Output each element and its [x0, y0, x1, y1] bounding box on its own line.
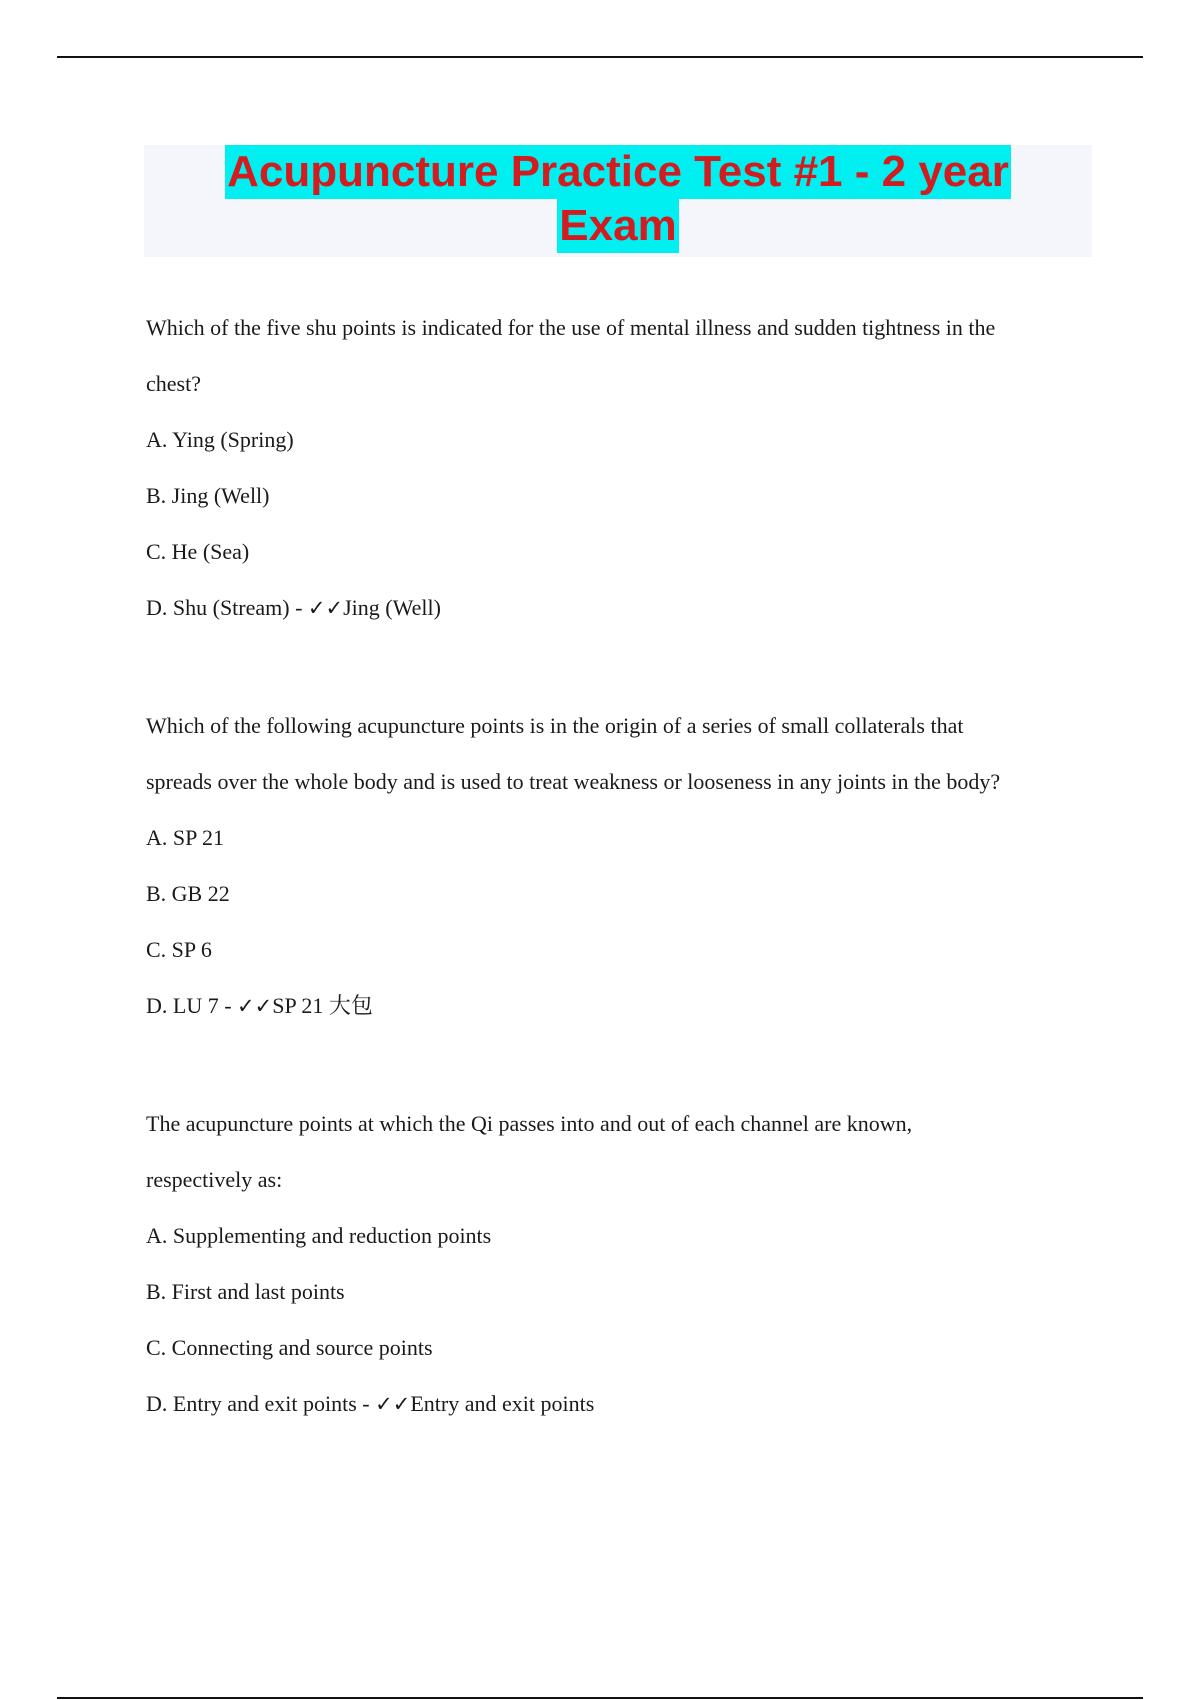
- title-banner: [144, 145, 1092, 257]
- answer-option-b: B. GB 22: [146, 881, 230, 906]
- correct-answer: Entry and exit points: [410, 1391, 595, 1416]
- option-d-text: D. Shu (Stream) -: [146, 595, 308, 620]
- option-d-text: D. LU 7 -: [146, 993, 238, 1018]
- answer-option-d: [146, 580, 1106, 636]
- answer-option-c: C. He (Sea): [146, 539, 250, 564]
- check-mark-icon: ✓✓: [375, 1392, 411, 1416]
- answer-option-b: B. First and last points: [146, 1279, 345, 1304]
- check-mark-icon: ✓✓: [237, 994, 273, 1018]
- answer-option-a: A. Supplementing and reduction points: [146, 1223, 492, 1248]
- page-title-continued: Exam: [557, 199, 678, 253]
- answer-option-a: A. Ying (Spring): [146, 427, 294, 452]
- question-text-line: Which of the five shu points is indicated for the use of mental illness and sudden tightness in the: [146, 315, 996, 340]
- question-text-line: The acupuncture points at which the Qi passes into and out of each channel are known,: [146, 1111, 913, 1136]
- page-title: Acupuncture Practice Test #1 - 2 year: [225, 145, 1011, 199]
- question-text-line: respectively as:: [146, 1167, 283, 1192]
- footer-rule: [57, 1697, 1143, 1699]
- question-text-line: Which of the following acupuncture points is in the origin of a series of small collaterals that: [146, 713, 964, 738]
- question-list: [146, 300, 1106, 1432]
- question-text-line: spreads over the whole body and is used to treat weakness or looseness in any joints in the body?: [146, 769, 1001, 794]
- check-mark-icon: ✓✓: [307, 596, 344, 620]
- title-line-1: [144, 145, 1092, 199]
- correct-answer: Jing (Well): [343, 595, 441, 620]
- question-3: [146, 1096, 1106, 1432]
- question-spacer: [146, 636, 1106, 698]
- answer-option-a: A. SP 21: [146, 825, 225, 850]
- answer-option-c: C. SP 6: [146, 937, 212, 962]
- header-rule: [57, 56, 1143, 58]
- title-line-2: [144, 199, 1092, 253]
- question-2: [146, 698, 1106, 1034]
- option-d-text: D. Entry and exit points -: [146, 1391, 376, 1416]
- answer-option-c: C. Connecting and source points: [146, 1335, 433, 1360]
- correct-answer: SP 21 大包: [272, 993, 373, 1018]
- question-1: [146, 300, 1106, 636]
- answer-option-d: [146, 978, 1106, 1034]
- question-text-line: chest?: [146, 371, 201, 396]
- question-spacer: [146, 1034, 1106, 1096]
- answer-option-b: B. Jing (Well): [146, 483, 270, 508]
- answer-option-d: [146, 1376, 1106, 1432]
